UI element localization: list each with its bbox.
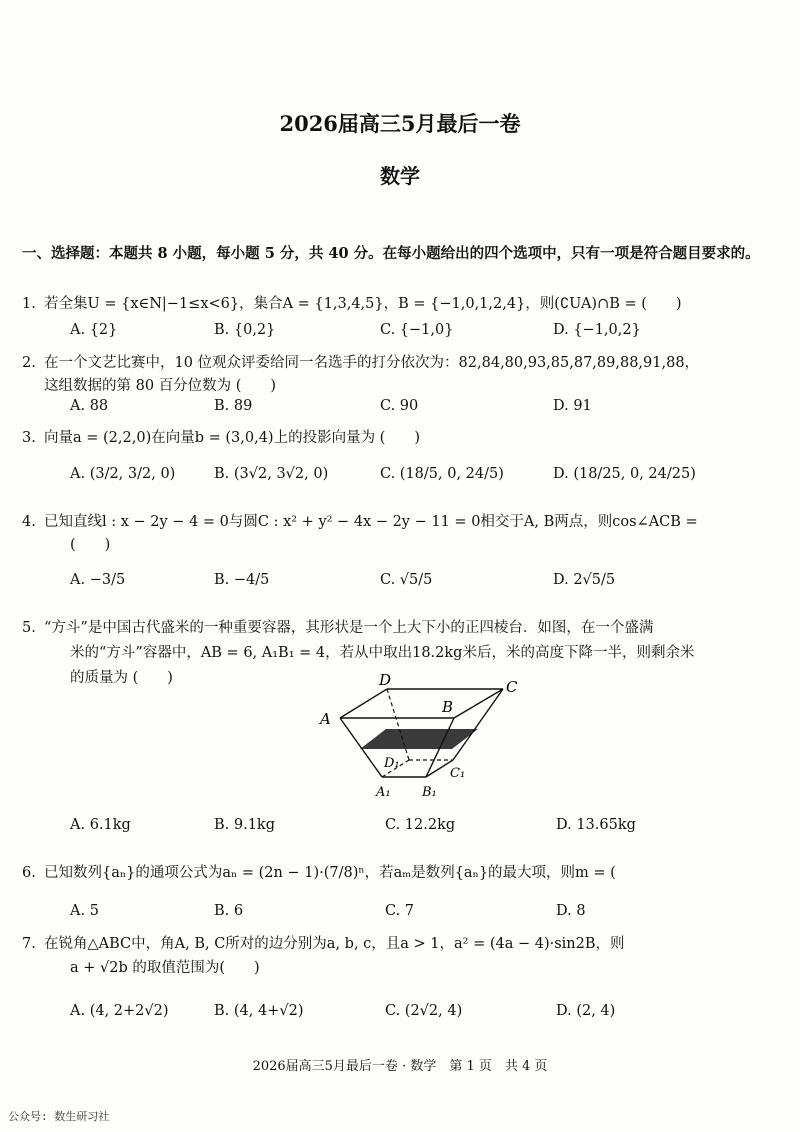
question-number: 6. xyxy=(22,865,36,881)
option-a[interactable]: A. 88 xyxy=(70,398,109,414)
label-B: B xyxy=(442,698,454,716)
label-B1: B₁ xyxy=(422,785,437,800)
option-a[interactable]: A. −3/5 xyxy=(70,572,126,588)
question-text: 向量a = (2,2,0)在向量b = (3,0,4)上的投影向量为 ( ) xyxy=(44,430,421,446)
option-b[interactable]: B. 6 xyxy=(214,903,244,919)
question-4 xyxy=(22,510,698,531)
option-b[interactable]: B. 9.1kg xyxy=(214,817,276,833)
option-c[interactable]: C. 12.2kg xyxy=(385,817,456,833)
label-A1: A₁ xyxy=(376,785,391,800)
edge-CC1 xyxy=(453,689,503,760)
question-text: 已知直线l : x − 2y − 4 = 0与圆C : x² + y² − 4x − 2y − 11 = 0相交于A, B两点，则cos∠ACB = xyxy=(44,514,698,530)
edge-BC xyxy=(454,689,503,718)
question-number: 7. xyxy=(22,936,36,952)
question-number: 3. xyxy=(22,430,36,446)
subject-heading: 数学 xyxy=(380,164,420,188)
question-text: “方斗”是中国古代盛米的一种重要容器，其形状是一个上大下小的正四棱台．如图，在一个盛满 xyxy=(44,620,654,636)
label-C: C xyxy=(506,678,518,696)
option-b[interactable]: B. (4, 4+√2) xyxy=(214,1003,304,1019)
option-b[interactable]: B. −4/5 xyxy=(214,572,270,588)
page-footer: 2026届高三5月最后一卷 · 数学 第 1 页 共 4 页 xyxy=(252,1059,548,1074)
question-text-cont: 这组数据的第 80 百分位数为 ( ) xyxy=(44,378,277,394)
question-text-cont: a + √2b 的取值范围为( ) xyxy=(70,960,260,976)
question-5 xyxy=(22,616,653,637)
option-d[interactable]: D. {−1,0,2} xyxy=(553,322,641,338)
question-text: 在锐角△ABC中，角A, B, C所对的边分别为a, b, c，且a > 1，a² = (4a − 4)·sin2B，则 xyxy=(44,936,625,952)
edge-AD xyxy=(340,689,387,718)
option-d[interactable]: D. 2√5/5 xyxy=(553,572,616,588)
option-d[interactable]: D. (2, 4) xyxy=(556,1003,616,1019)
question-6 xyxy=(22,861,616,882)
label-A: A xyxy=(320,710,331,728)
option-d[interactable]: D. (18/25, 0, 24/25) xyxy=(553,466,696,482)
option-a[interactable]: A. {2} xyxy=(70,322,118,338)
question-text: 在一个文艺比赛中，10 位观众评委给同一名选手的打分依次为：82,84,80,93,85,87,89,88,91,88， xyxy=(44,355,700,371)
question-number: 4. xyxy=(22,514,36,530)
question-text-cont: 的质量为 ( ) xyxy=(70,670,173,686)
option-a[interactable]: A. 5 xyxy=(70,903,99,919)
question-number: 2. xyxy=(22,355,36,371)
question-3 xyxy=(22,426,420,447)
option-b[interactable]: B. {0,2} xyxy=(214,322,276,338)
question-text-cont: 米的“方斗”容器中，AB = 6, A₁B₁ = 4，若从中取出18.2kg米后，米的高度下降一半，则剩余米 xyxy=(70,645,695,661)
option-d[interactable]: D. 13.65kg xyxy=(556,817,636,833)
option-c[interactable]: C. 90 xyxy=(380,398,419,414)
option-c[interactable]: C. (18/5, 0, 24/5) xyxy=(380,466,504,482)
option-a[interactable]: A. (3/2, 3/2, 0) xyxy=(70,466,176,482)
option-d[interactable]: D. 91 xyxy=(553,398,592,414)
option-a[interactable]: A. (4, 2+2√2) xyxy=(70,1003,169,1019)
option-c[interactable]: C. (2√2, 4) xyxy=(385,1003,463,1019)
section-header: 一、选择题：本题共 8 小题，每小题 5 分，共 40 分。在每小题给出的四个选项中，只有一项是符合题目要求的。 xyxy=(22,245,760,262)
question-number: 1. xyxy=(22,296,36,312)
rice-surface xyxy=(360,729,478,749)
frustum-figure xyxy=(310,672,520,802)
option-c[interactable]: C. √5/5 xyxy=(380,572,433,588)
option-c[interactable]: C. 7 xyxy=(385,903,415,919)
label-C1: C₁ xyxy=(450,766,466,781)
label-D1: D₁ xyxy=(384,756,400,771)
option-b[interactable]: B. (3√2, 3√2, 0) xyxy=(214,466,329,482)
watermark: 公众号: 数生研习社 xyxy=(8,1110,110,1123)
exam-title: 2026届高三5月最后一卷 xyxy=(279,111,521,136)
question-text-cont: ( ) xyxy=(70,537,111,553)
option-a[interactable]: A. 6.1kg xyxy=(70,817,131,833)
option-d[interactable]: D. 8 xyxy=(556,903,586,919)
question-text: 若全集U = {x∈N|−1≤x<6}，集合A = {1,3,4,5}，B = {−1,0,1,2,4}，则(∁UA)∩B = ( ) xyxy=(44,296,682,312)
edge-DD1 xyxy=(387,689,409,760)
question-text: 已知数列{aₙ}的通项公式为aₙ = (2n − 1)·(7/8)ⁿ，若aₘ是数列{aₙ}的最大项，则m = ( xyxy=(44,865,616,881)
question-7 xyxy=(22,932,625,953)
question-number: 5. xyxy=(22,620,36,636)
option-c[interactable]: C. {−1,0} xyxy=(380,322,454,338)
label-D: D xyxy=(379,672,392,689)
question-2 xyxy=(22,351,699,372)
question-1 xyxy=(22,292,682,313)
option-b[interactable]: B. 89 xyxy=(214,398,253,414)
